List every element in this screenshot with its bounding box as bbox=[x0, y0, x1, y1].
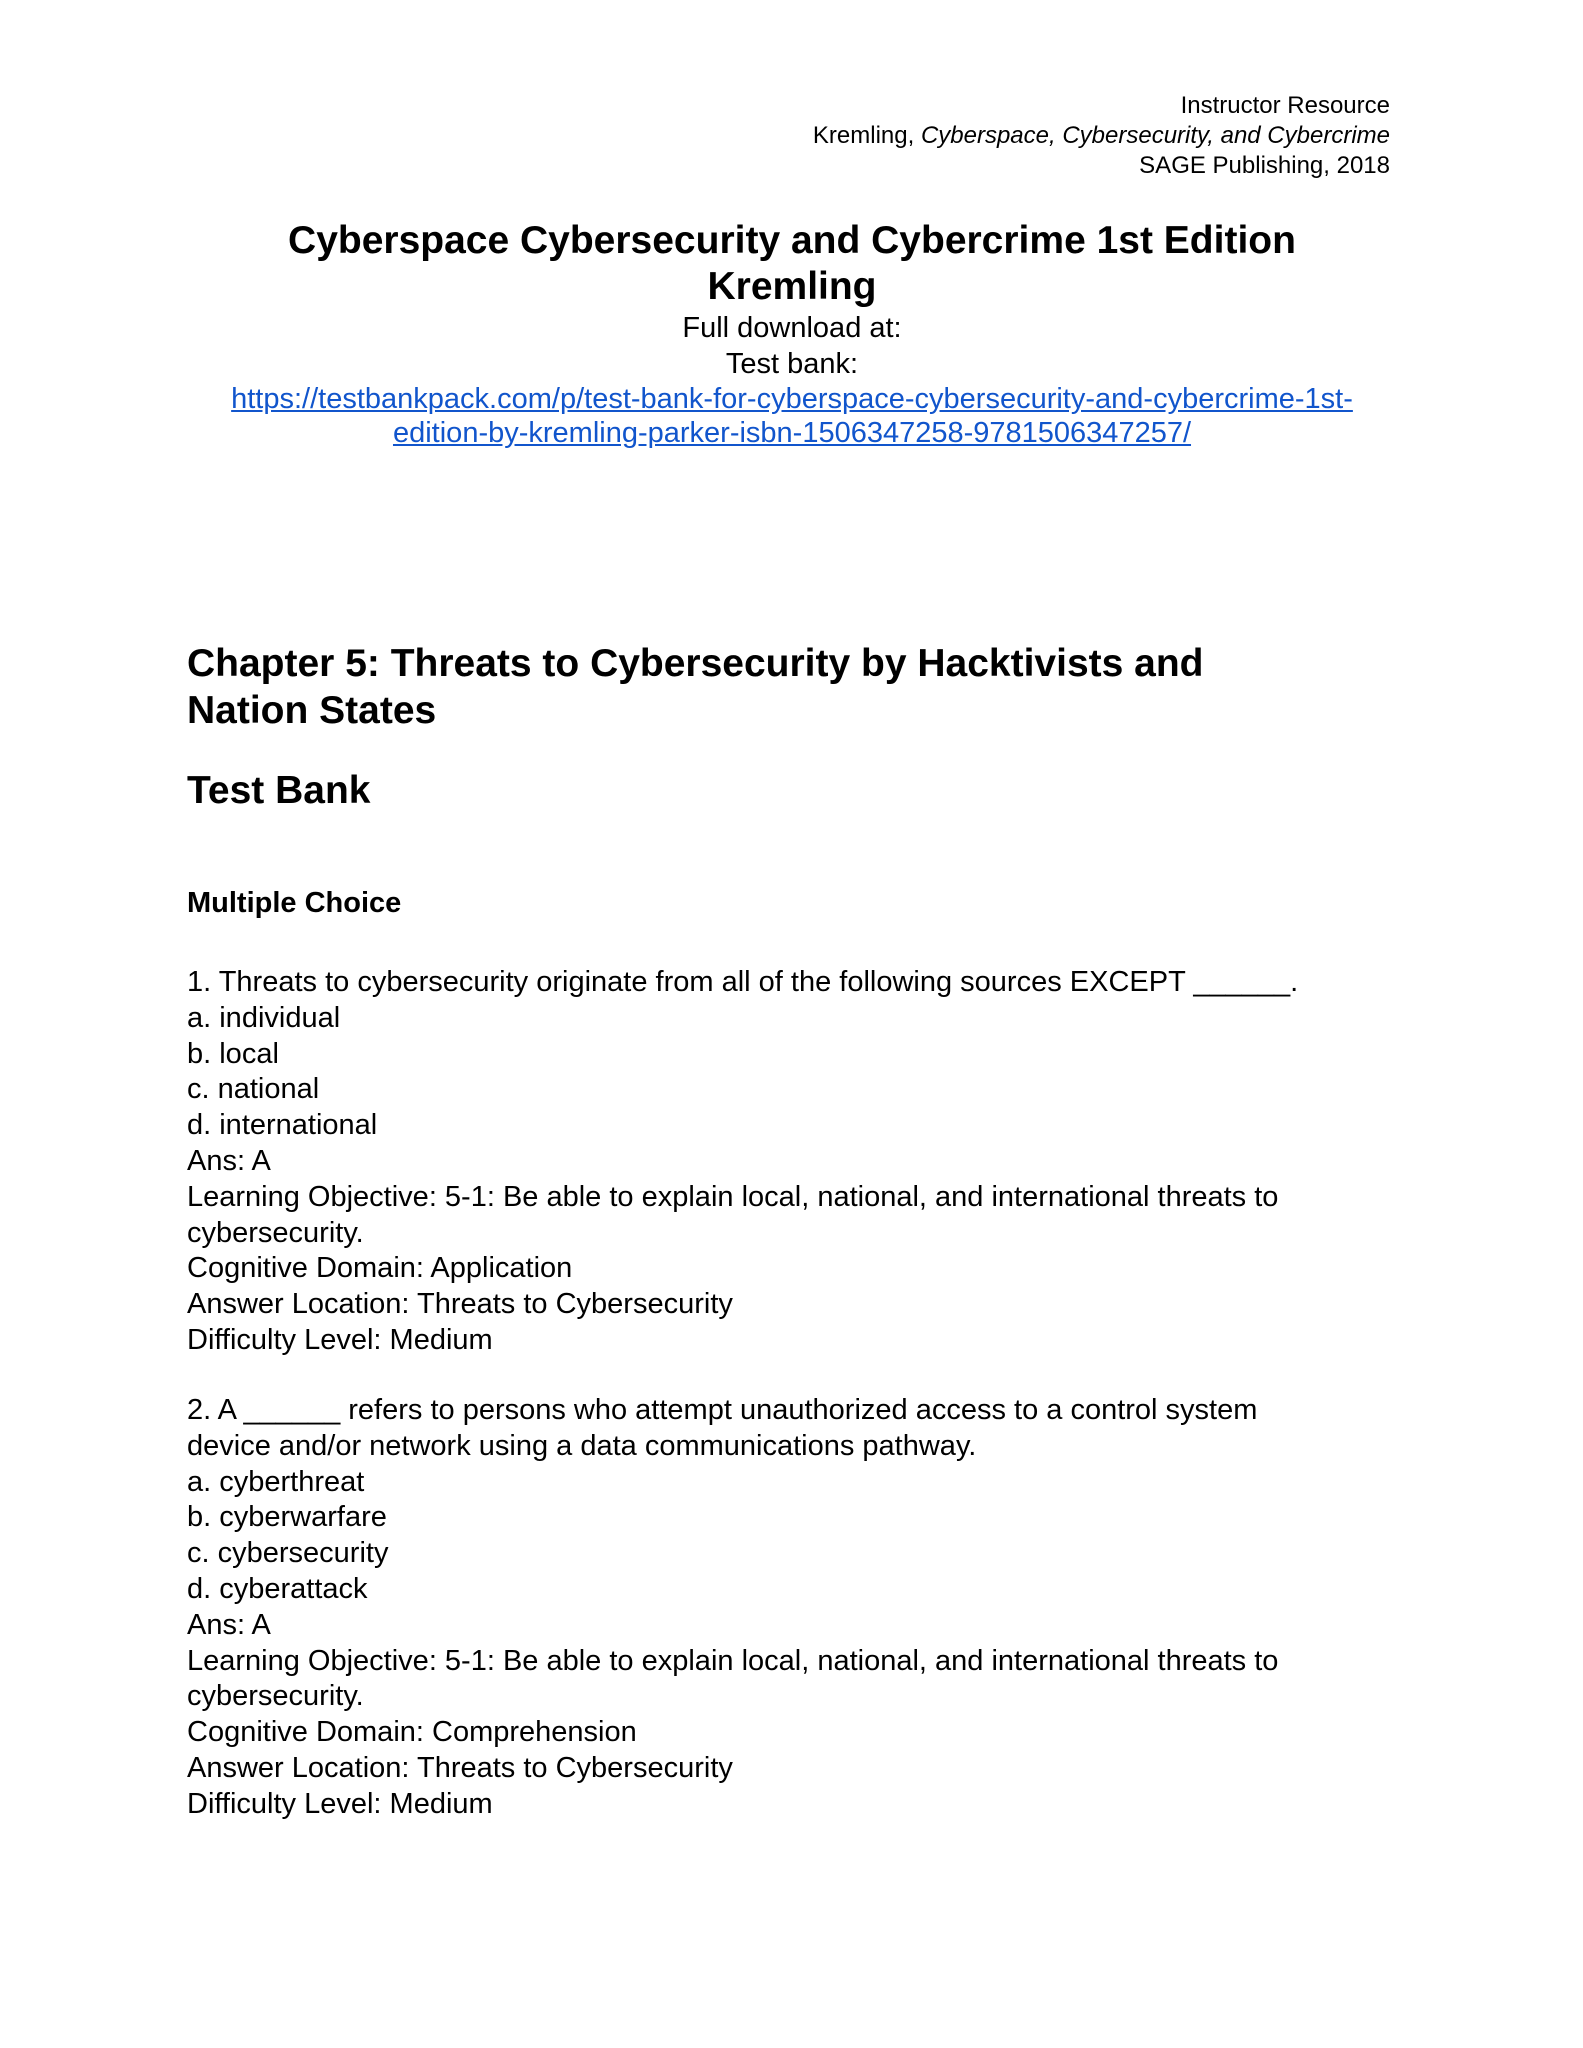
option-a: a. individual bbox=[187, 1001, 341, 1034]
option-b: b. cyberwarfare bbox=[187, 1501, 387, 1534]
question-stem-cont: device and/or network using a data communications pathway. bbox=[187, 1429, 977, 1462]
link-line-1[interactable]: https://testbankpack.com/p/test-bank-for-cyberspace-cybersecurity-and-cybercrime-1st- bbox=[231, 383, 1353, 415]
header-author: Kremling, bbox=[812, 122, 921, 149]
link-line-2[interactable]: edition-by-kremling-parker-isbn-1506347258-9781506347257/ bbox=[392, 417, 1192, 449]
learning-objective-cont: cybersecurity. bbox=[187, 1216, 364, 1249]
learning-objective: Learning Objective: 5-1: Be able to explain local, national, and international threats to bbox=[187, 1644, 1279, 1677]
question-stem: 2. A ______ refers to persons who attempt unauthorized access to a control system bbox=[187, 1394, 1258, 1426]
header-book-title: Cyberspace, Cybersecurity, and Cybercrime bbox=[920, 122, 1390, 149]
title-block bbox=[187, 218, 1397, 450]
cognitive-domain: Cognitive Domain: Application bbox=[187, 1252, 573, 1285]
header-citation bbox=[813, 121, 1390, 151]
subsection-heading: Multiple Choice bbox=[187, 887, 402, 919]
difficulty-level: Difficulty Level: Medium bbox=[187, 1323, 493, 1356]
header-publisher: SAGE Publishing, 2018 bbox=[1139, 152, 1390, 179]
answer-location: Answer Location: Threats to Cybersecurity bbox=[187, 1751, 733, 1784]
download-link[interactable] bbox=[187, 382, 1397, 450]
difficulty-level: Difficulty Level: Medium bbox=[187, 1787, 493, 1820]
page-header bbox=[813, 91, 1390, 181]
answer-location: Answer Location: Threats to Cybersecurity bbox=[187, 1288, 733, 1321]
question-1 bbox=[187, 965, 1417, 1359]
answer: Ans: A bbox=[187, 1144, 271, 1177]
option-a: a. cyberthreat bbox=[187, 1465, 365, 1498]
download-label: Full download at: bbox=[682, 312, 902, 344]
cognitive-domain: Cognitive Domain: Comprehension bbox=[187, 1716, 637, 1749]
option-d: d. international bbox=[187, 1109, 378, 1142]
chapter-heading bbox=[187, 640, 1387, 734]
question-stem: 1. Threats to cybersecurity originate from all of the following sources EXCEPT ______. bbox=[187, 966, 1299, 998]
option-d: d. cyberattack bbox=[187, 1572, 368, 1605]
chapter-line-1: Chapter 5: Threats to Cybersecurity by Hacktivists and bbox=[187, 642, 1204, 685]
title-line-1: Cyberspace Cybersecurity and Cybercrime 1st Edition bbox=[288, 219, 1296, 262]
learning-objective-cont: cybersecurity. bbox=[187, 1680, 364, 1713]
option-b: b. local bbox=[187, 1037, 279, 1070]
testbank-label: Test bank: bbox=[725, 348, 859, 380]
chapter-line-2: Nation States bbox=[187, 689, 437, 732]
document-title bbox=[187, 218, 1397, 310]
section-heading: Test Bank bbox=[187, 769, 371, 812]
question-2 bbox=[187, 1393, 1417, 1823]
title-line-2: Kremling bbox=[707, 265, 877, 308]
option-c: c. national bbox=[187, 1073, 320, 1106]
header-resource: Instructor Resource bbox=[1180, 92, 1390, 119]
option-c: c. cybersecurity bbox=[187, 1537, 389, 1570]
answer: Ans: A bbox=[187, 1608, 271, 1641]
learning-objective: Learning Objective: 5-1: Be able to explain local, national, and international threats to bbox=[187, 1180, 1279, 1213]
